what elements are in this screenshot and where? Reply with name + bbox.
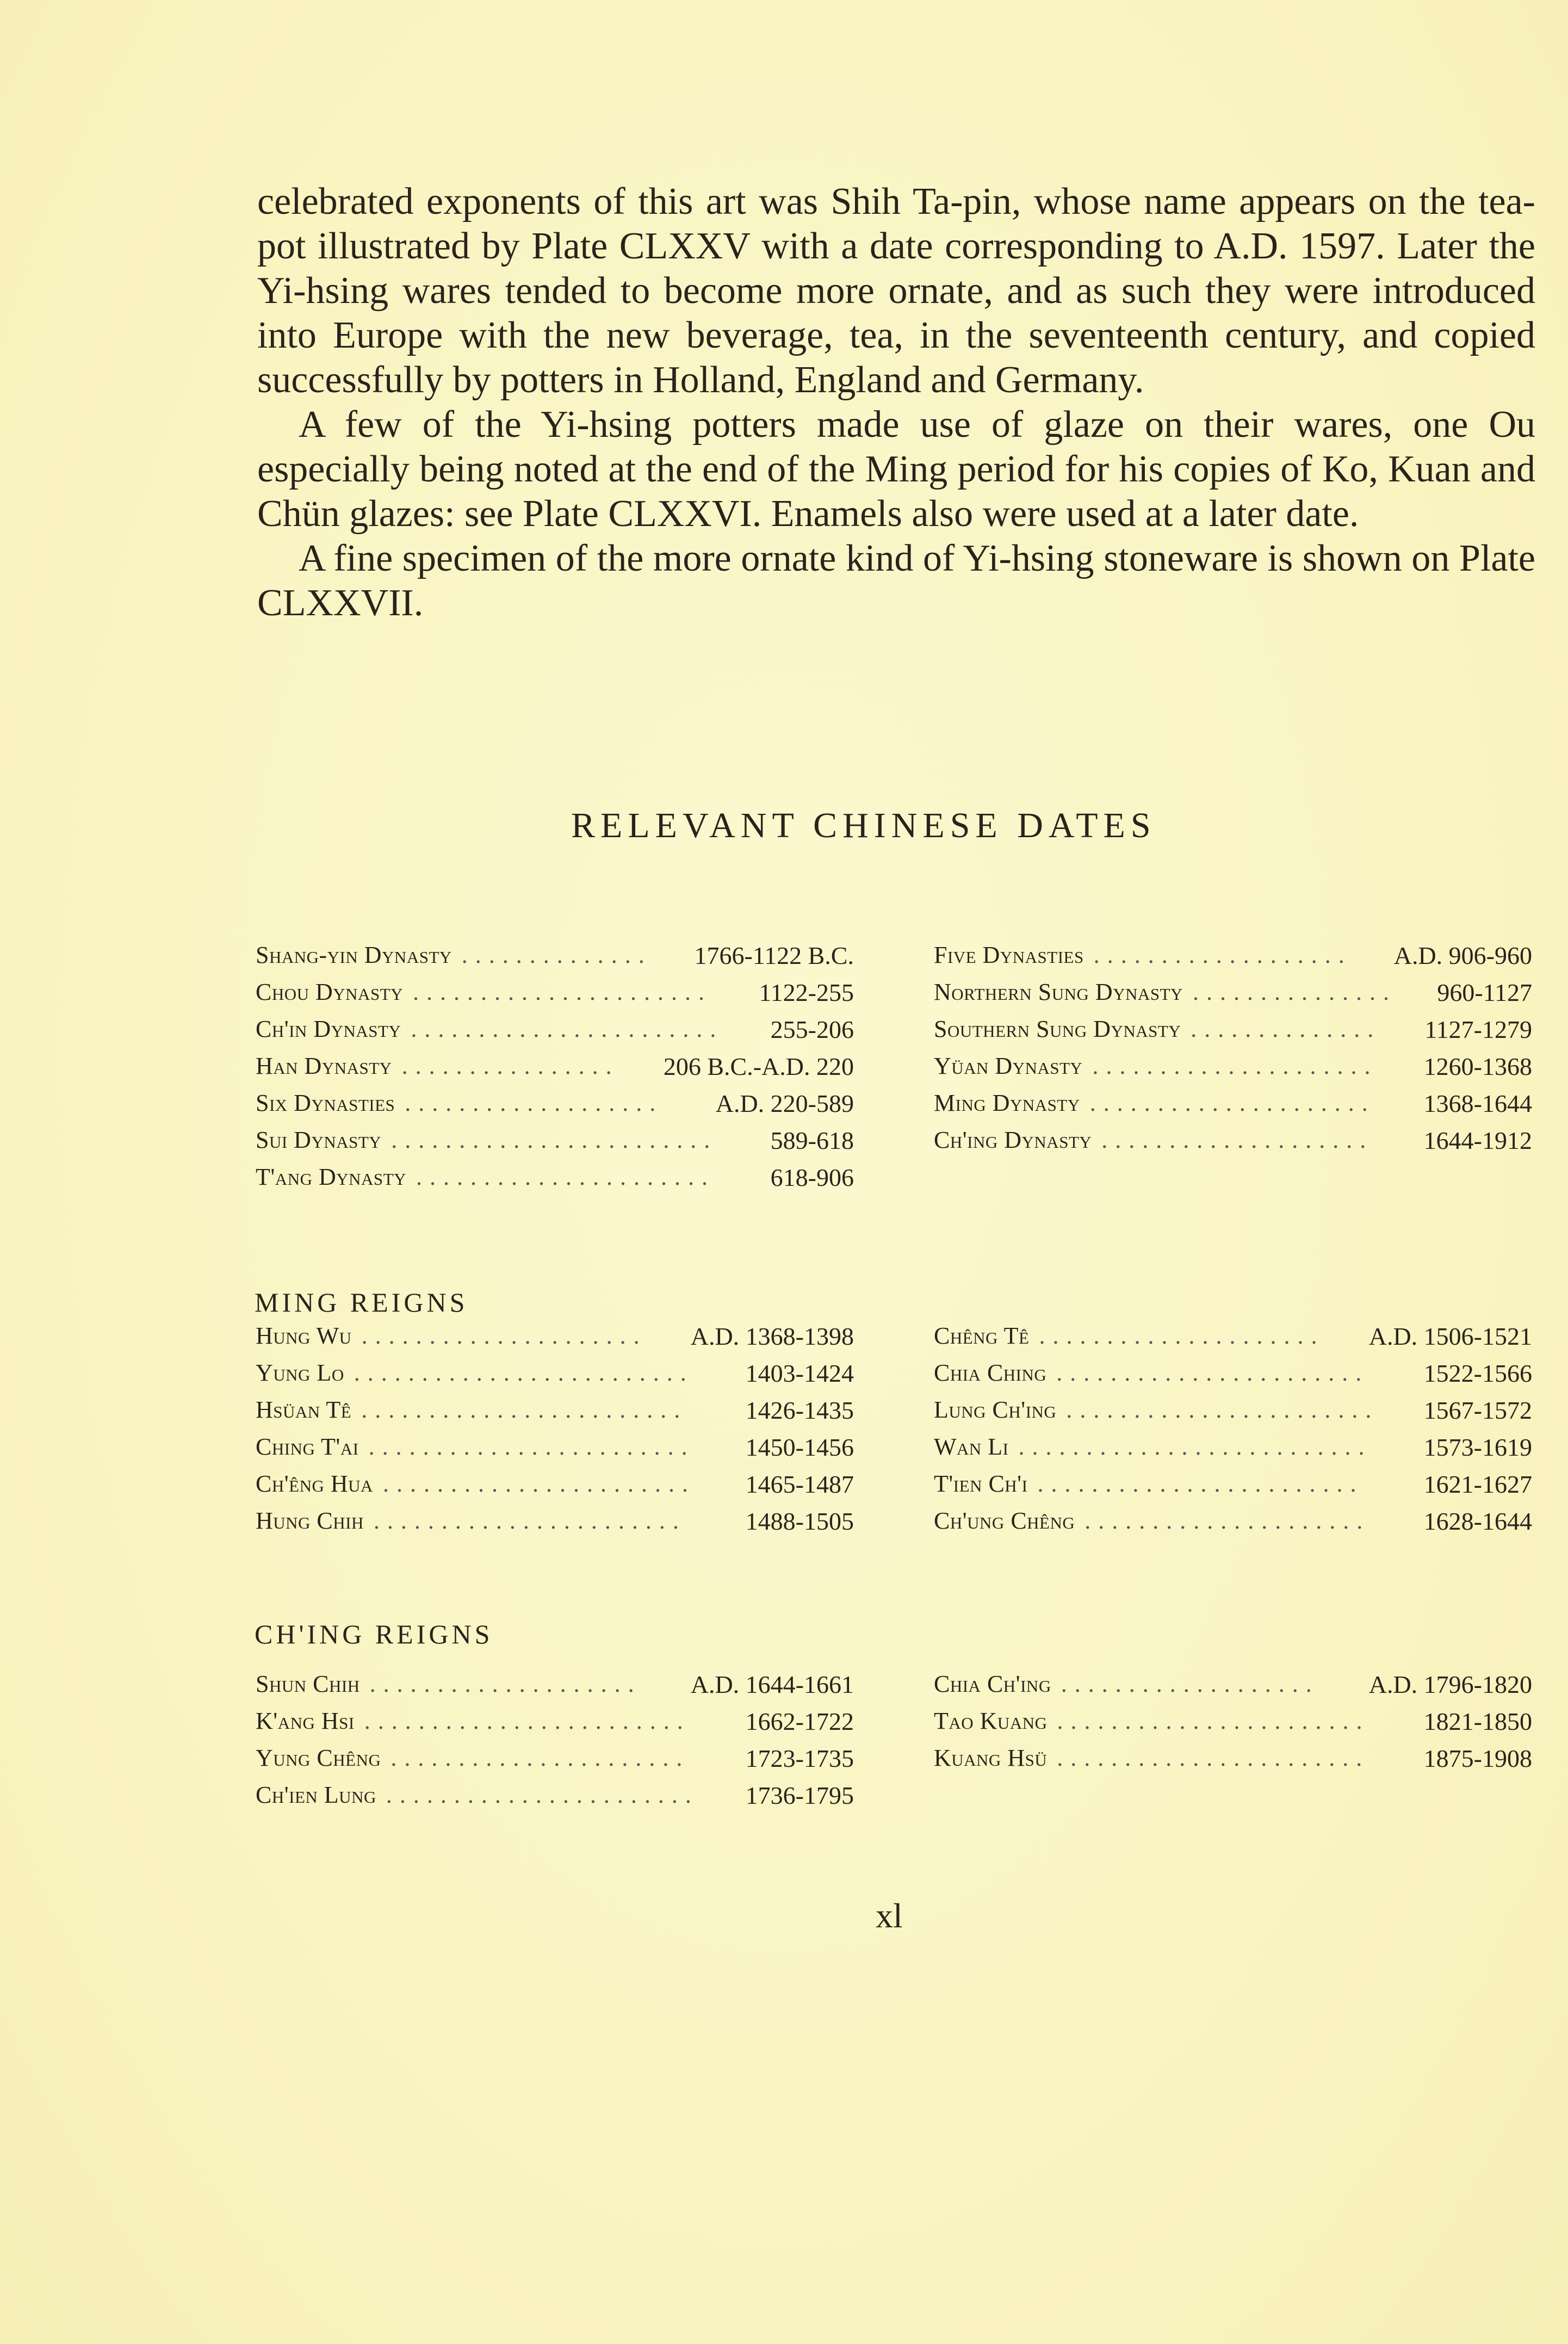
period-date: 1567-1572 [1423, 1396, 1532, 1424]
period-date: 1450-1456 [745, 1433, 854, 1461]
leader-dots: ....................... [1066, 1396, 1379, 1423]
period-date: 1465-1487 [745, 1470, 854, 1498]
leader-dots: .................... [1101, 1127, 1374, 1153]
date-row [934, 1052, 1532, 1085]
period-date: 1403-1424 [745, 1359, 854, 1387]
period-date: 1122-255 [759, 979, 854, 1006]
period-name: Five Dynasties [934, 942, 1084, 968]
leader-dots: ................... [405, 1090, 664, 1116]
date-row [934, 1707, 1532, 1740]
date-row [256, 1163, 854, 1196]
date-row [934, 1015, 1532, 1048]
period-name: Yung Lo [256, 1359, 344, 1386]
period-name: Ch'ung Chêng [934, 1507, 1075, 1534]
date-row [256, 1089, 854, 1122]
leader-dots: ..................... [1089, 1090, 1375, 1116]
period-date: 255-206 [770, 1016, 854, 1043]
leader-dots: ..................... [1092, 1053, 1378, 1079]
period-date: A.D. 1644-1661 [690, 1671, 854, 1698]
leader-dots: ..................... [1084, 1507, 1371, 1534]
date-row [934, 1126, 1532, 1159]
date-row [934, 1433, 1532, 1465]
period-name: Ch'ing Dynasty [934, 1127, 1092, 1153]
period-name: Kuang Hsü [934, 1745, 1048, 1771]
date-row [934, 1322, 1532, 1355]
leader-dots: ........................ [391, 1127, 718, 1153]
period-date: 1644-1912 [1423, 1127, 1532, 1154]
leader-dots: .................... [369, 1671, 642, 1697]
period-name: T'ang Dynasty [256, 1164, 406, 1190]
period-name: Shun Chih [256, 1671, 360, 1697]
period-date: A.D. 906-960 [1393, 942, 1532, 969]
period-name: Tao Kuang [934, 1708, 1048, 1734]
period-date: 618-906 [770, 1164, 854, 1191]
period-date: 1723-1735 [745, 1745, 854, 1772]
date-row [256, 1470, 854, 1502]
ching-reigns-label: CH'ING REIGNS [255, 1619, 493, 1649]
leader-dots: ..................... [1039, 1322, 1325, 1349]
date-row [934, 1470, 1532, 1502]
period-name: Chia Ch'ing [934, 1671, 1051, 1697]
leader-dots: ....................... [382, 1470, 696, 1497]
date-row [934, 1089, 1532, 1122]
period-date: 1260-1368 [1423, 1053, 1532, 1080]
leader-dots: ............... [1192, 979, 1397, 1005]
period-name: Sui Dynasty [256, 1127, 382, 1153]
period-name: Ch'in Dynasty [256, 1016, 401, 1042]
date-row [256, 941, 854, 974]
date-row [934, 941, 1532, 974]
period-date: A.D. 1368-1398 [690, 1322, 854, 1350]
period-name: Ching T'ai [256, 1433, 359, 1460]
period-name: Yung Chêng [256, 1745, 381, 1771]
leader-dots: ....................... [1057, 1745, 1370, 1771]
period-name: Hung Chih [256, 1507, 364, 1534]
period-name: Ch'êng Hua [256, 1470, 373, 1497]
leader-dots: ........................ [364, 1708, 691, 1734]
date-row [256, 1015, 854, 1048]
period-date: 1821-1850 [1423, 1708, 1532, 1735]
leader-dots: ........................ [368, 1433, 695, 1460]
period-name: T'ien Ch'i [934, 1470, 1028, 1497]
period-date: 1368-1644 [1423, 1090, 1532, 1117]
period-date: 1488-1505 [745, 1507, 854, 1535]
ming-reigns-label: MING REIGNS [255, 1287, 468, 1318]
period-date: 1621-1627 [1423, 1470, 1532, 1498]
period-date: 1875-1908 [1423, 1745, 1532, 1772]
date-row [256, 978, 854, 1011]
period-name: Northern Sung Dynasty [934, 979, 1183, 1005]
period-name: Hsüan Tê [256, 1396, 352, 1423]
date-row [256, 1433, 854, 1465]
paragraph-3: A fine specimen of the more ornate kind of Yi-hsing stoneware is shown on Plate CLXXVII. [257, 537, 1535, 624]
leader-dots: ...................... [413, 979, 712, 1005]
leader-dots: ...................... [391, 1745, 690, 1771]
period-name: Chia Ching [934, 1359, 1047, 1386]
page-number: xl [876, 1896, 903, 1935]
date-row [256, 1322, 854, 1355]
period-date: A.D. 1796-1820 [1368, 1671, 1532, 1698]
date-row [256, 1744, 854, 1777]
date-row [934, 1359, 1532, 1391]
period-name: Southern Sung Dynasty [934, 1016, 1181, 1042]
period-name: Wan Li [934, 1433, 1009, 1460]
body-text [257, 180, 1535, 626]
dates-heading: RELEVANT CHINESE DATES [571, 806, 1156, 845]
leader-dots: ................ [401, 1053, 619, 1079]
date-row [934, 1396, 1532, 1428]
period-date: 1127-1279 [1424, 1016, 1532, 1043]
period-date: 1426-1435 [745, 1396, 854, 1424]
period-name: Six Dynasties [256, 1090, 395, 1116]
period-date: 1522-1566 [1423, 1359, 1532, 1387]
leader-dots: ........................ [1037, 1470, 1364, 1497]
date-row [256, 1396, 854, 1428]
leader-dots: ....................... [373, 1507, 686, 1534]
period-date: 1573-1619 [1423, 1433, 1532, 1461]
paragraph-2: A few of the Yi-hsing potters made use of glaze on their wares, one Ou especially being noted at the end of the Ming period for his copies of Ko, Kuan and Chün glazes: see Plate CLXXVI. Enamels also were used at a later date. [257, 404, 1535, 535]
period-date: 1766-1122 B.C. [694, 942, 854, 969]
period-date: 589-618 [770, 1127, 854, 1154]
leader-dots: ....................... [386, 1782, 699, 1808]
period-date: 960-1127 [1437, 979, 1532, 1006]
leader-dots: .......................... [1018, 1433, 1372, 1460]
leader-dots: .............. [461, 942, 652, 968]
leader-dots: ................... [1093, 942, 1352, 968]
leader-dots: ....................... [1057, 1708, 1370, 1734]
leader-dots: ........................ [361, 1396, 688, 1423]
leader-dots: ......................... [354, 1359, 694, 1386]
date-row [934, 1507, 1532, 1539]
period-name: Chêng Tê [934, 1322, 1030, 1349]
period-date: 1662-1722 [745, 1708, 854, 1735]
period-name: Chou Dynasty [256, 979, 404, 1005]
period-name: Yüan Dynasty [934, 1053, 1083, 1079]
period-date: 1736-1795 [745, 1782, 854, 1809]
leader-dots: ....................... [1056, 1359, 1369, 1386]
leader-dots: ...................... [416, 1164, 715, 1190]
period-date: A.D. 1506-1521 [1368, 1322, 1532, 1350]
leader-dots: ....................... [411, 1016, 724, 1042]
paragraph-1: celebrated exponents of this art was Shih Ta-pin, whose name appears on the tea-pot illustrated by Plate CLXXV with a date corresponding to A.D. 1597. Later the Yi-hsing wares tended to become more ornate, and as such they were introduced into Europe with the new beverage, tea, in the seventeenth century, and copied successfully by potters in Holland, England and Germany. [257, 181, 1535, 401]
period-name: Hung Wu [256, 1322, 352, 1349]
period-name: Han Dynasty [256, 1053, 392, 1079]
leader-dots: ................... [1061, 1671, 1319, 1697]
date-row [256, 1052, 854, 1085]
date-row [934, 1744, 1532, 1777]
period-name: Lung Ch'ing [934, 1396, 1057, 1423]
date-row [256, 1670, 854, 1703]
period-name: Ming Dynasty [934, 1090, 1080, 1116]
date-row [256, 1126, 854, 1159]
date-row [256, 1507, 854, 1539]
date-row [256, 1707, 854, 1740]
leader-dots: .............. [1191, 1016, 1381, 1042]
date-row [934, 1670, 1532, 1703]
date-row [934, 978, 1532, 1011]
leader-dots: ..................... [361, 1322, 647, 1349]
period-name: K'ang Hsi [256, 1708, 355, 1734]
period-date: 206 B.C.-A.D. 220 [663, 1053, 854, 1080]
period-name: Ch'ien Lung [256, 1782, 376, 1808]
date-row [256, 1781, 854, 1814]
period-date: 1628-1644 [1423, 1507, 1532, 1535]
period-date: A.D. 220-589 [715, 1090, 854, 1117]
date-row [256, 1359, 854, 1391]
period-name: Shang-yin Dynasty [256, 942, 452, 968]
